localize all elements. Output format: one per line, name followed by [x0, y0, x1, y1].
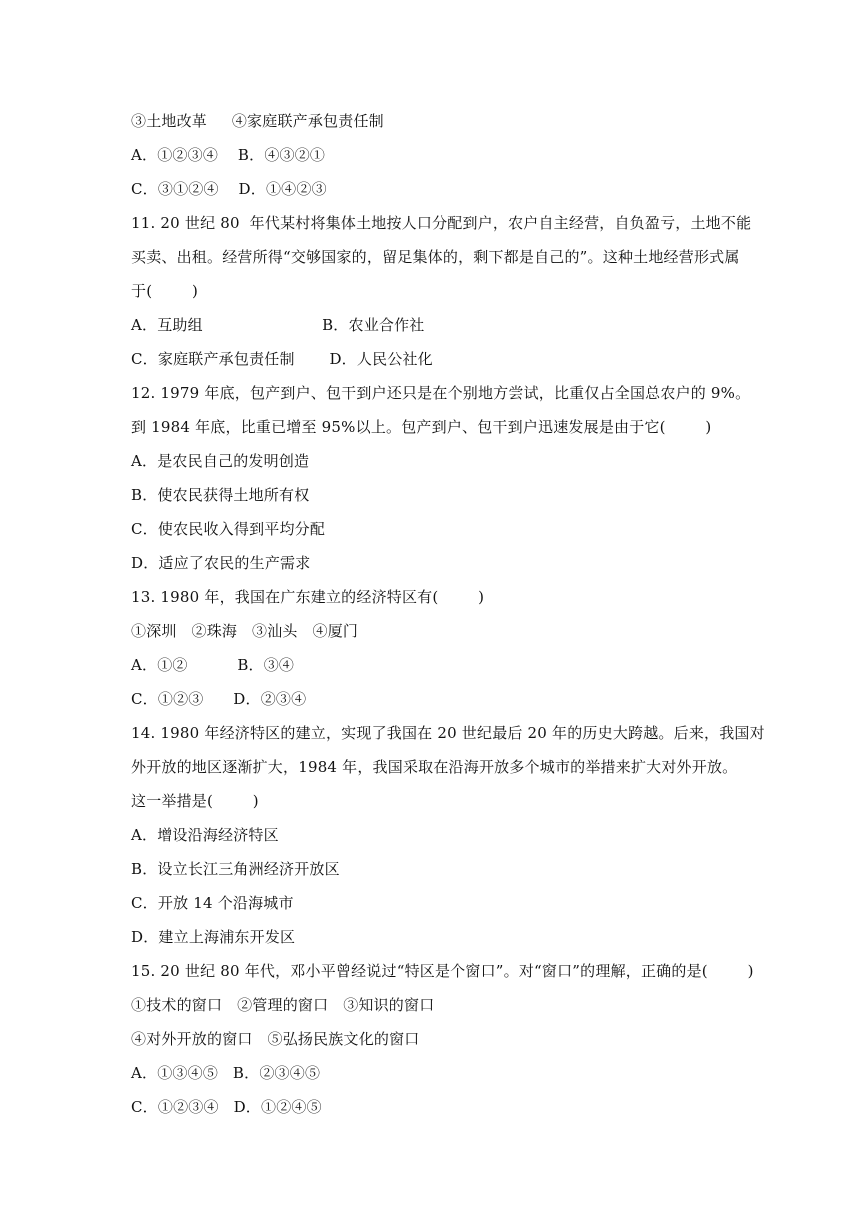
- q12-stem-line-2: 到 1984 年底，比重已增至 95%以上。包产到户、包干到户迅速发展是由于它( ): [131, 418, 712, 436]
- q12-option-d: D．适应了农民的生产需求: [131, 554, 311, 572]
- q14-option-d: D．建立上海浦东开发区: [131, 928, 296, 946]
- q14-stem-line-3: 这一举措是( ): [131, 792, 259, 810]
- q11-stem-line-1: 11. 20 世纪 80 年代某村将集体土地按人口分配到户，农户自主经营，自负盈亏，土地不能: [131, 214, 752, 232]
- q10-answer-row-cd: C．③①②④ D．①④②③: [131, 180, 327, 198]
- q14-stem-line-1: 14. 1980 年经济特区的建立，实现了我国在 20 世纪最后 20 年的历史大跨越。后来，我国对: [131, 724, 765, 742]
- q11-answer-row-ab: A．互助组 B．农业合作社: [131, 316, 425, 334]
- q11-stem-line-3: 于( ): [131, 282, 199, 300]
- q15-answer-row-cd: C．①②③④ D．①②④⑤: [131, 1098, 322, 1116]
- q11-stem-line-2: 买卖、出租。经营所得“交够国家的，留足集体的，剩下都是自己的”。这种土地经营形式属: [131, 248, 740, 266]
- q12-stem-line-1: 12. 1979 年底，包产到户、包干到户还只是在个别地方尝试，比重仅占全国总农户的 9%。: [131, 384, 751, 402]
- q13-answer-row-ab: A．①② B．③④: [131, 656, 295, 674]
- q15-choices-line-2: ④对外开放的窗口 ⑤弘扬民族文化的窗口: [131, 1030, 420, 1048]
- q10-options-continued: ③土地改革 ④家庭联产承包责任制: [131, 112, 384, 130]
- q14-option-c: C．开放 14 个沿海城市: [131, 894, 294, 912]
- q11-answer-row-cd: C．家庭联产承包责任制 D．人民公社化: [131, 350, 433, 368]
- q13-answer-row-cd: C．①②③ D．②③④: [131, 690, 307, 708]
- q15-choices-line-1: ①技术的窗口 ②管理的窗口 ③知识的窗口: [131, 996, 435, 1014]
- q15-answer-row-ab: A．①③④⑤ B．②③④⑤: [131, 1064, 321, 1082]
- q12-option-b: B．使农民获得土地所有权: [131, 486, 310, 504]
- q13-stem: 13. 1980 年，我国在广东建立的经济特区有( ): [131, 588, 485, 606]
- q14-option-a: A．增设沿海经济特区: [131, 826, 279, 844]
- q13-choices: ①深圳 ②珠海 ③汕头 ④厦门: [131, 622, 359, 640]
- q15-stem: 15. 20 世纪 80 年代，邓小平曾经说过“特区是个窗口”。对“窗口”的理解，正确的是( ): [131, 962, 754, 980]
- q14-option-b: B．设立长江三角洲经济开放区: [131, 860, 340, 878]
- q10-answer-row-ab: A．①②③④ B．④③②①: [131, 146, 326, 164]
- q12-option-c: C．使农民收入得到平均分配: [131, 520, 326, 538]
- q14-stem-line-2: 外开放的地区逐渐扩大，1984 年，我国采取在沿海开放多个城市的举措来扩大对外开放。: [131, 758, 738, 776]
- q12-option-a: A．是农民自己的发明创造: [131, 452, 310, 470]
